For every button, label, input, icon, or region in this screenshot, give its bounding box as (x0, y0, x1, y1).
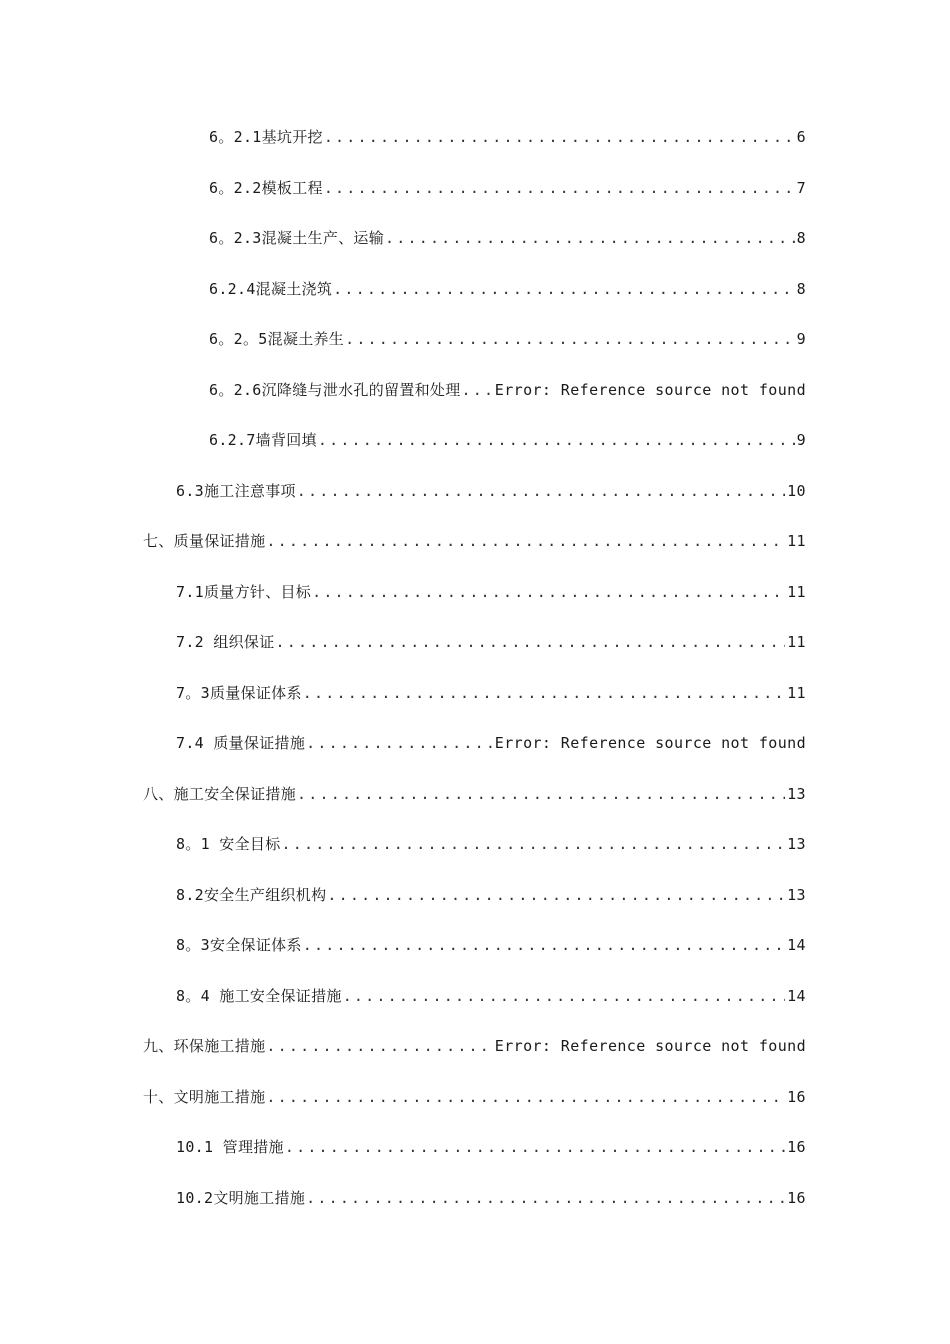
toc-entry-page: Error: Reference source not found (494, 734, 806, 752)
toc-entry-label: 8.2安全生产组织机构 (176, 885, 327, 904)
toc-entry-label: 6。2.6沉降缝与泄水孔的留置和处理 (209, 380, 461, 399)
toc-entry-label: 十、文明施工措施 (143, 1087, 266, 1106)
toc-entry-page: 11 (787, 532, 806, 550)
toc-entry-page: 9 (796, 330, 806, 348)
toc-entry[interactable] (0, 882, 950, 933)
toc-entry-label: 7.1质量方针、目标 (176, 582, 312, 601)
toc-entry-page: 8 (796, 279, 806, 298)
toc-entry-label: 6。2.3混凝土生产、运输 (209, 229, 385, 247)
toc-entry-label: 6。2。5混凝土养生 (209, 330, 345, 348)
toc-entry-label: 8。4 施工安全保证措施 (176, 986, 342, 1005)
toc-dot-leader (306, 1185, 785, 1211)
toc-entry-page: 16 (787, 1138, 806, 1156)
toc-dot-leader (297, 781, 785, 807)
toc-entry-label: 九、环保施工措施 (143, 1037, 266, 1055)
toc-entry-label: 6.2.7墙背回填 (209, 431, 317, 449)
toc-dot-leader (312, 579, 785, 605)
toc-entry[interactable] (0, 680, 950, 731)
toc-dot-leader (285, 1134, 785, 1160)
toc-entry[interactable] (0, 730, 950, 781)
toc-entry[interactable] (0, 983, 950, 1034)
toc-entry-page: 14 (787, 986, 806, 1005)
toc-entry-label: 7.4 质量保证措施 (176, 734, 306, 752)
toc-entry-page: 16 (787, 1188, 806, 1207)
toc-entry[interactable] (0, 478, 950, 529)
toc-entry[interactable] (0, 831, 950, 882)
toc-dot-leader (345, 326, 794, 352)
toc-entry[interactable] (0, 629, 950, 680)
toc-entry-page: 11 (787, 683, 806, 702)
toc-entry[interactable] (0, 124, 950, 175)
toc-entry[interactable] (0, 276, 950, 327)
toc-entry[interactable] (0, 175, 950, 226)
toc-entry[interactable] (0, 528, 950, 579)
toc-dot-leader (385, 225, 795, 251)
toc-dot-leader (327, 882, 785, 908)
toc-entry-label: 6.2.4混凝土浇筑 (209, 279, 333, 298)
toc-entry-page: 9 (796, 431, 806, 449)
toc-entry-page: 13 (787, 885, 806, 904)
toc-dot-leader (343, 983, 785, 1009)
toc-dot-leader (318, 427, 795, 453)
toc-entry[interactable] (0, 1185, 950, 1236)
toc-dot-leader (266, 1084, 785, 1110)
toc-entry-page: 11 (787, 582, 806, 601)
toc-entry[interactable] (0, 579, 950, 630)
toc-entry[interactable] (0, 1084, 950, 1135)
toc-entry-label: 七、质量保证措施 (143, 532, 266, 550)
toc-dot-leader (266, 1033, 492, 1059)
toc-dot-leader (462, 377, 493, 403)
toc-entry-label: 10.1 管理措施 (176, 1138, 284, 1156)
toc-entry[interactable] (0, 781, 950, 832)
toc-entry[interactable] (0, 225, 950, 276)
toc-entry[interactable] (0, 326, 950, 377)
toc-dot-leader (282, 831, 786, 857)
toc-entry-label: 6。2.1基坑开挖 (209, 128, 323, 146)
toc-entry[interactable] (0, 932, 950, 983)
toc-entry[interactable] (0, 1134, 950, 1185)
toc-entry-page: 6 (796, 128, 806, 146)
toc-entry-page: 14 (787, 936, 806, 954)
toc-entry-label: 7。3质量保证体系 (176, 683, 302, 702)
toc-entry[interactable] (0, 377, 950, 428)
toc-entry-label: 八、施工安全保证措施 (143, 784, 297, 803)
toc-entry-label: 10.2文明施工措施 (176, 1188, 306, 1207)
toc-entry-page: Error: Reference source not found (494, 380, 806, 399)
toc-entry-label: 6.3施工注意事项 (176, 481, 296, 500)
toc-entry-page: 7 (796, 178, 806, 197)
toc-dot-leader (306, 730, 493, 756)
toc-entry[interactable] (0, 1033, 950, 1084)
toc-dot-leader (276, 629, 786, 655)
toc-entry-label: 6。2.2模板工程 (209, 178, 323, 197)
toc-entry-page: 13 (787, 784, 806, 803)
toc-entry-page: 11 (787, 633, 806, 651)
toc-entry-page: 16 (787, 1087, 806, 1106)
table-of-contents (0, 124, 950, 1235)
toc-entry-label: 8。3安全保证体系 (176, 936, 302, 954)
toc-dot-leader (303, 680, 785, 706)
toc-dot-leader (266, 528, 785, 554)
toc-entry-label: 8。1 安全目标 (176, 835, 281, 853)
toc-entry-page: 13 (787, 835, 806, 853)
toc-dot-leader (324, 175, 795, 201)
toc-entry[interactable] (0, 427, 950, 478)
toc-dot-leader (297, 478, 785, 504)
toc-dot-leader (333, 276, 794, 302)
toc-dot-leader (324, 124, 795, 150)
toc-entry-page: Error: Reference source not found (494, 1037, 806, 1055)
toc-entry-label: 7.2 组织保证 (176, 633, 275, 651)
toc-entry-page: 8 (796, 229, 806, 247)
toc-dot-leader (303, 932, 785, 958)
toc-entry-page: 10 (787, 481, 806, 500)
